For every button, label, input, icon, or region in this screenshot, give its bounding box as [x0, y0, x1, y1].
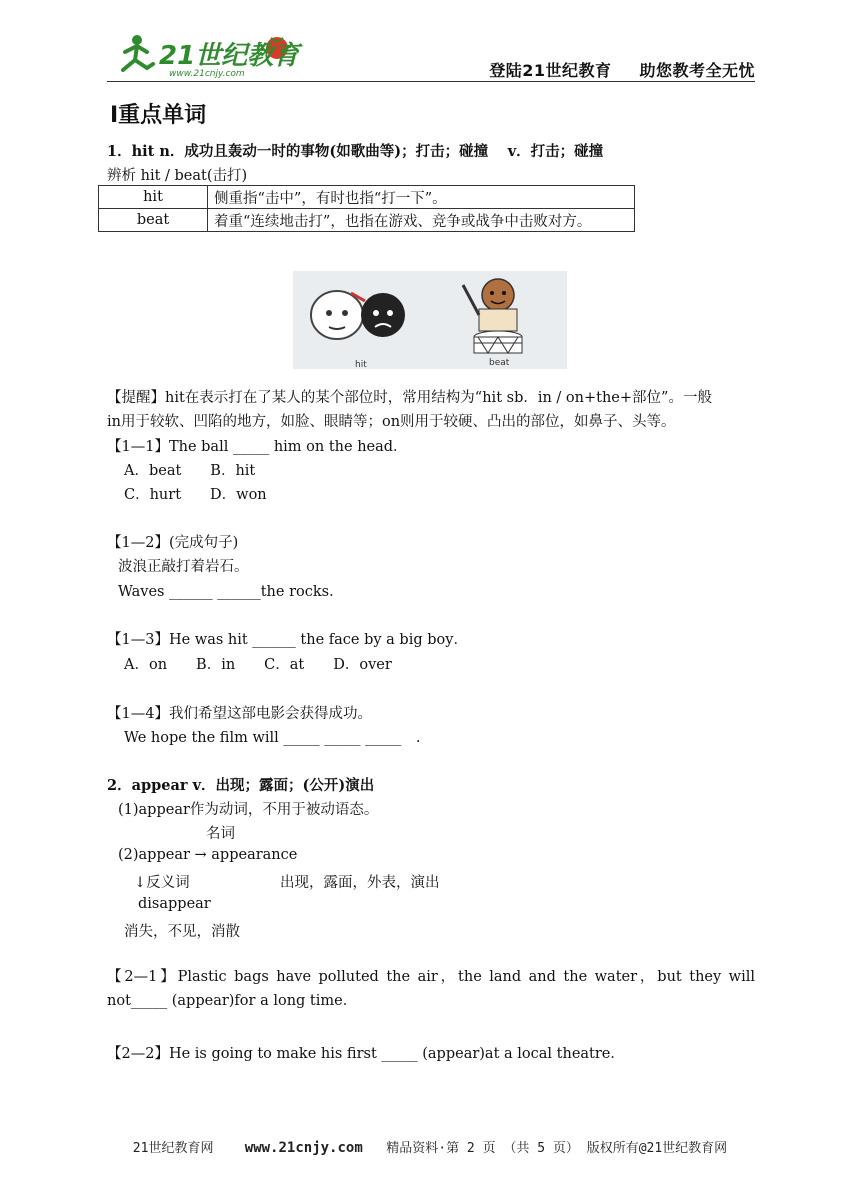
item2-heading: 2．appear v．出现；露面；(公开)演出 [107, 777, 375, 794]
question-1-1: 【1—1】The ball _____ him on the head． [107, 439, 408, 455]
q1-4-english: We hope the film will _____ _____ _____ . [124, 730, 421, 746]
footer-url[interactable]: www.21cnjy.com [244, 1140, 363, 1156]
svg-text:21世纪教育: 21世纪教育 [159, 41, 300, 71]
page-footer [0, 1137, 860, 1156]
antonym-label: ↓反义词 [134, 875, 190, 891]
slogan-right: 助您教考全无忧 [639, 61, 755, 80]
noun-meaning: 出现，露面，外表，演出 [280, 875, 440, 891]
table-cell-word: hit [99, 186, 208, 209]
question-1-3: 【1—3】He was hit ______ the face by a big boy． [107, 632, 468, 648]
question-1-2: 【1—2】(完成句子) [107, 535, 239, 551]
q1-3-options: A．on B．in C．at D．over [124, 657, 392, 673]
logo [107, 30, 307, 80]
compare-caption: 辨析 hit / beat(击打) [107, 168, 248, 184]
slogan-left: 登陆21世纪教育 [489, 61, 612, 80]
table-cell-desc: 侧重指“击中”，有时也指“打一下”。 [208, 186, 635, 209]
svg-text:www.21cnjy.com: www.21cnjy.com [169, 69, 245, 79]
table-cell-desc: 着重“连续地击打”，也指在游戏、竞争或战争中击败对方。 [208, 209, 635, 232]
noun-label: 名词 [206, 826, 235, 842]
svg-text:hit: hit [355, 360, 367, 369]
q1-2-chinese: 波浪正敲打着岩石。 [118, 559, 249, 575]
note-line-1: 【提醒】hit在表示打在了某人的某个部位时，常用结构为“hit sb．in / on+the+部位”。一般 [107, 390, 712, 406]
note-line-2: in用于较软、凹陷的地方，如脸、眼睛等；on则用于较硬、凸出的部位，如鼻子、头等。 [107, 414, 676, 430]
hit-beat-illustration [293, 271, 567, 369]
page-header [107, 30, 755, 82]
header-divider [107, 81, 755, 82]
table-cell-word: beat [99, 209, 208, 232]
q1-1-options-c: C．hurt D．won [124, 487, 267, 503]
antonym-meaning: 消失，不见，消散 [124, 924, 240, 940]
question-1-4: 【1—4】我们希望这部电影会获得成功。 [107, 706, 372, 722]
table-row [99, 186, 635, 209]
footer-page-info: 精品资料·第 2 页 （共 5 页） 版权所有@21世纪教育网 [386, 1141, 728, 1156]
item2-point-2: (2)appear → appearance [118, 847, 298, 863]
compare-table [98, 185, 635, 232]
q1-2-english: Waves ______ ______the rocks． [118, 584, 344, 600]
question-2-2: 【2—2】He is going to make his first _____ (appear)at a local theatre． [107, 1046, 625, 1062]
antonym-word: disappear [138, 896, 211, 912]
item1-heading: 1．hit n．成功且轰动一时的事物(如歌曲等)；打击；碰撞 v．打击；碰撞 [107, 143, 604, 160]
section-title: Ⅰ重点单词 [110, 103, 207, 128]
svg-text:beat: beat [489, 358, 510, 368]
header-slogan [489, 58, 755, 81]
question-2-1: 【2—1】Plastic bags have polluted the air，the land and the water，but they will not_____ (appear)for a long time． [107, 969, 755, 1009]
q1-1-options-a: A．beat B．hit [124, 463, 256, 479]
item2-point-1: (1)appear作为动词，不用于被动语态。 [118, 802, 379, 818]
footer-site: 21世纪教育网 [132, 1141, 214, 1156]
table-row [99, 209, 635, 232]
